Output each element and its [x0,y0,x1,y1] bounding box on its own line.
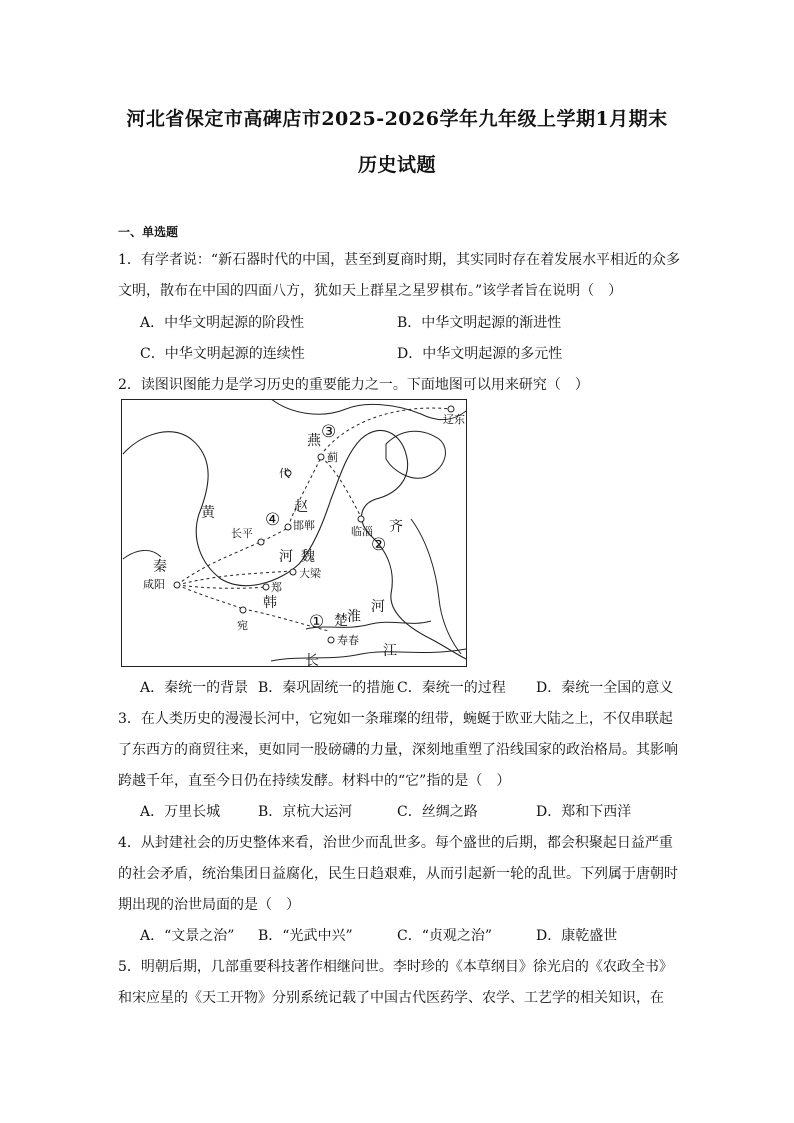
map-label-wei: 魏 [301,549,315,565]
map-marker-2: ② [371,535,387,555]
map-label-handan: 邯郸 [293,519,315,532]
q4-option-a: A．“文景之治” [140,928,235,944]
map-marker-4: ④ [265,510,281,530]
q1-option-d: D．中华文明起源的多元性 [397,346,563,362]
map-label-yan: 燕 [307,433,321,449]
map-label-zheng: 郑 [271,581,282,594]
q3-option-a: A．万里长城 [140,804,221,820]
q1-stem-line1: 1．有学者说：“新石器时代的中国，甚至到夏商时期，其实同时存在着发展水平相近的众多 [118,252,681,268]
map-marker-3: ③ [321,422,337,442]
q5-stem-line2: 和宋应星的《天工开物》分别系统记载了中国古代医药学、农学、工艺学的相关知识，在 [118,990,664,1006]
qin-unification-map [121,399,467,667]
map-label-ji: 蓟 [327,451,338,464]
map-label-zhao: 赵 [294,499,308,515]
map-label-shouchun: 寿春 [337,634,359,647]
map-label-qi: 齐 [389,519,403,535]
map-label-dai: 代 [279,467,290,480]
q4-option-d: D．康乾盛世 [536,928,618,944]
map-label-huai: 淮 [347,609,361,625]
map-label-changping: 长平 [231,527,253,540]
q4-option-b: B．“光武中兴” [258,928,353,944]
q2-stem: 2．读图识图能力是学习历史的重要能力之一。下面地图可以用来研究（ ） [118,377,589,393]
map-label-chu: 楚 [334,613,348,629]
q5-stem-line1: 5．明朝后期，几部重要科技著作相继问世。李时珍的《本草纲目》徐光启的《农政全书》 [118,959,673,975]
q1-stem-line2: 文明，散布在中国的四面八方，犹如天上群星之星罗棋布。”该学者旨在说明（ ） [118,283,623,299]
map-label-wan: 宛 [237,619,248,632]
q3-stem-line1: 3．在人类历史的漫漫长河中，它宛如一条璀璨的纽带，蜿蜒于欧亚大陆之上，不仅串联起 [118,711,673,727]
document-title: 河北省保定市高碑店市2025-2026学年九年级上学期1月期末 [126,108,668,130]
q1-option-c: C．中华文明起源的连续性 [140,346,305,362]
q1-option-a: A．中华文明起源的阶段性 [140,315,305,331]
q1-option-b: B．中华文明起源的渐进性 [397,315,562,331]
map-label-linzi: 临淄 [351,525,373,538]
q2-option-d: D．秦统一全国的意义 [536,680,674,696]
map-label-daliang: 大梁 [299,567,321,580]
q2-option-c: C．秦统一的过程 [397,680,506,696]
q4-stem-line3: 期出现的治世局面的是（ ） [118,897,300,913]
map-label-qin: 秦 [153,559,167,575]
q3-option-d: D．郑和下西洋 [536,804,632,820]
q3-stem-line3: 跨越千年，直至今日仍在持续发酵。材料中的“它”指的是（ ） [118,773,511,789]
q4-stem-line2: 的社会矛盾，统治集团日益腐化，民生日趋艰难，从而引起新一轮的乱世。下列属于唐朝时 [118,866,678,882]
map-label-xianyang: 咸阳 [143,578,165,591]
q3-option-b: B．京杭大运河 [258,804,353,820]
q4-stem-line1: 4．从封建社会的历史整体来看，治世少而乱世多。每个盛世的后期，都会积聚起日益严重 [118,835,673,851]
map-label-han: 韩 [263,595,277,611]
map-marker-1: ① [309,612,325,632]
section-heading: 一、单选题 [118,225,179,239]
map-label-huang: 黄 [201,505,215,521]
document-subtitle: 历史试题 [357,154,436,176]
q3-stem-line2: 了东西方的商贸往来，更如同一股磅礴的力量，深刻地重塑了沿线国家的政治格局。其影响 [118,742,678,758]
map-label-chang: 长 [305,653,319,667]
map-label-liaodong: 辽东 [443,413,465,426]
q3-option-c: C．丝绸之路 [397,804,478,820]
map-label-he2: 河 [371,599,385,615]
q4-option-c: C．“贞观之治” [397,928,493,944]
map-label-he: 河 [279,549,293,565]
map-label-jiang: 江 [383,643,397,659]
q2-option-b: B．秦巩固统一的措施 [258,680,395,696]
q2-option-a: A．秦统一的背景 [140,680,249,696]
